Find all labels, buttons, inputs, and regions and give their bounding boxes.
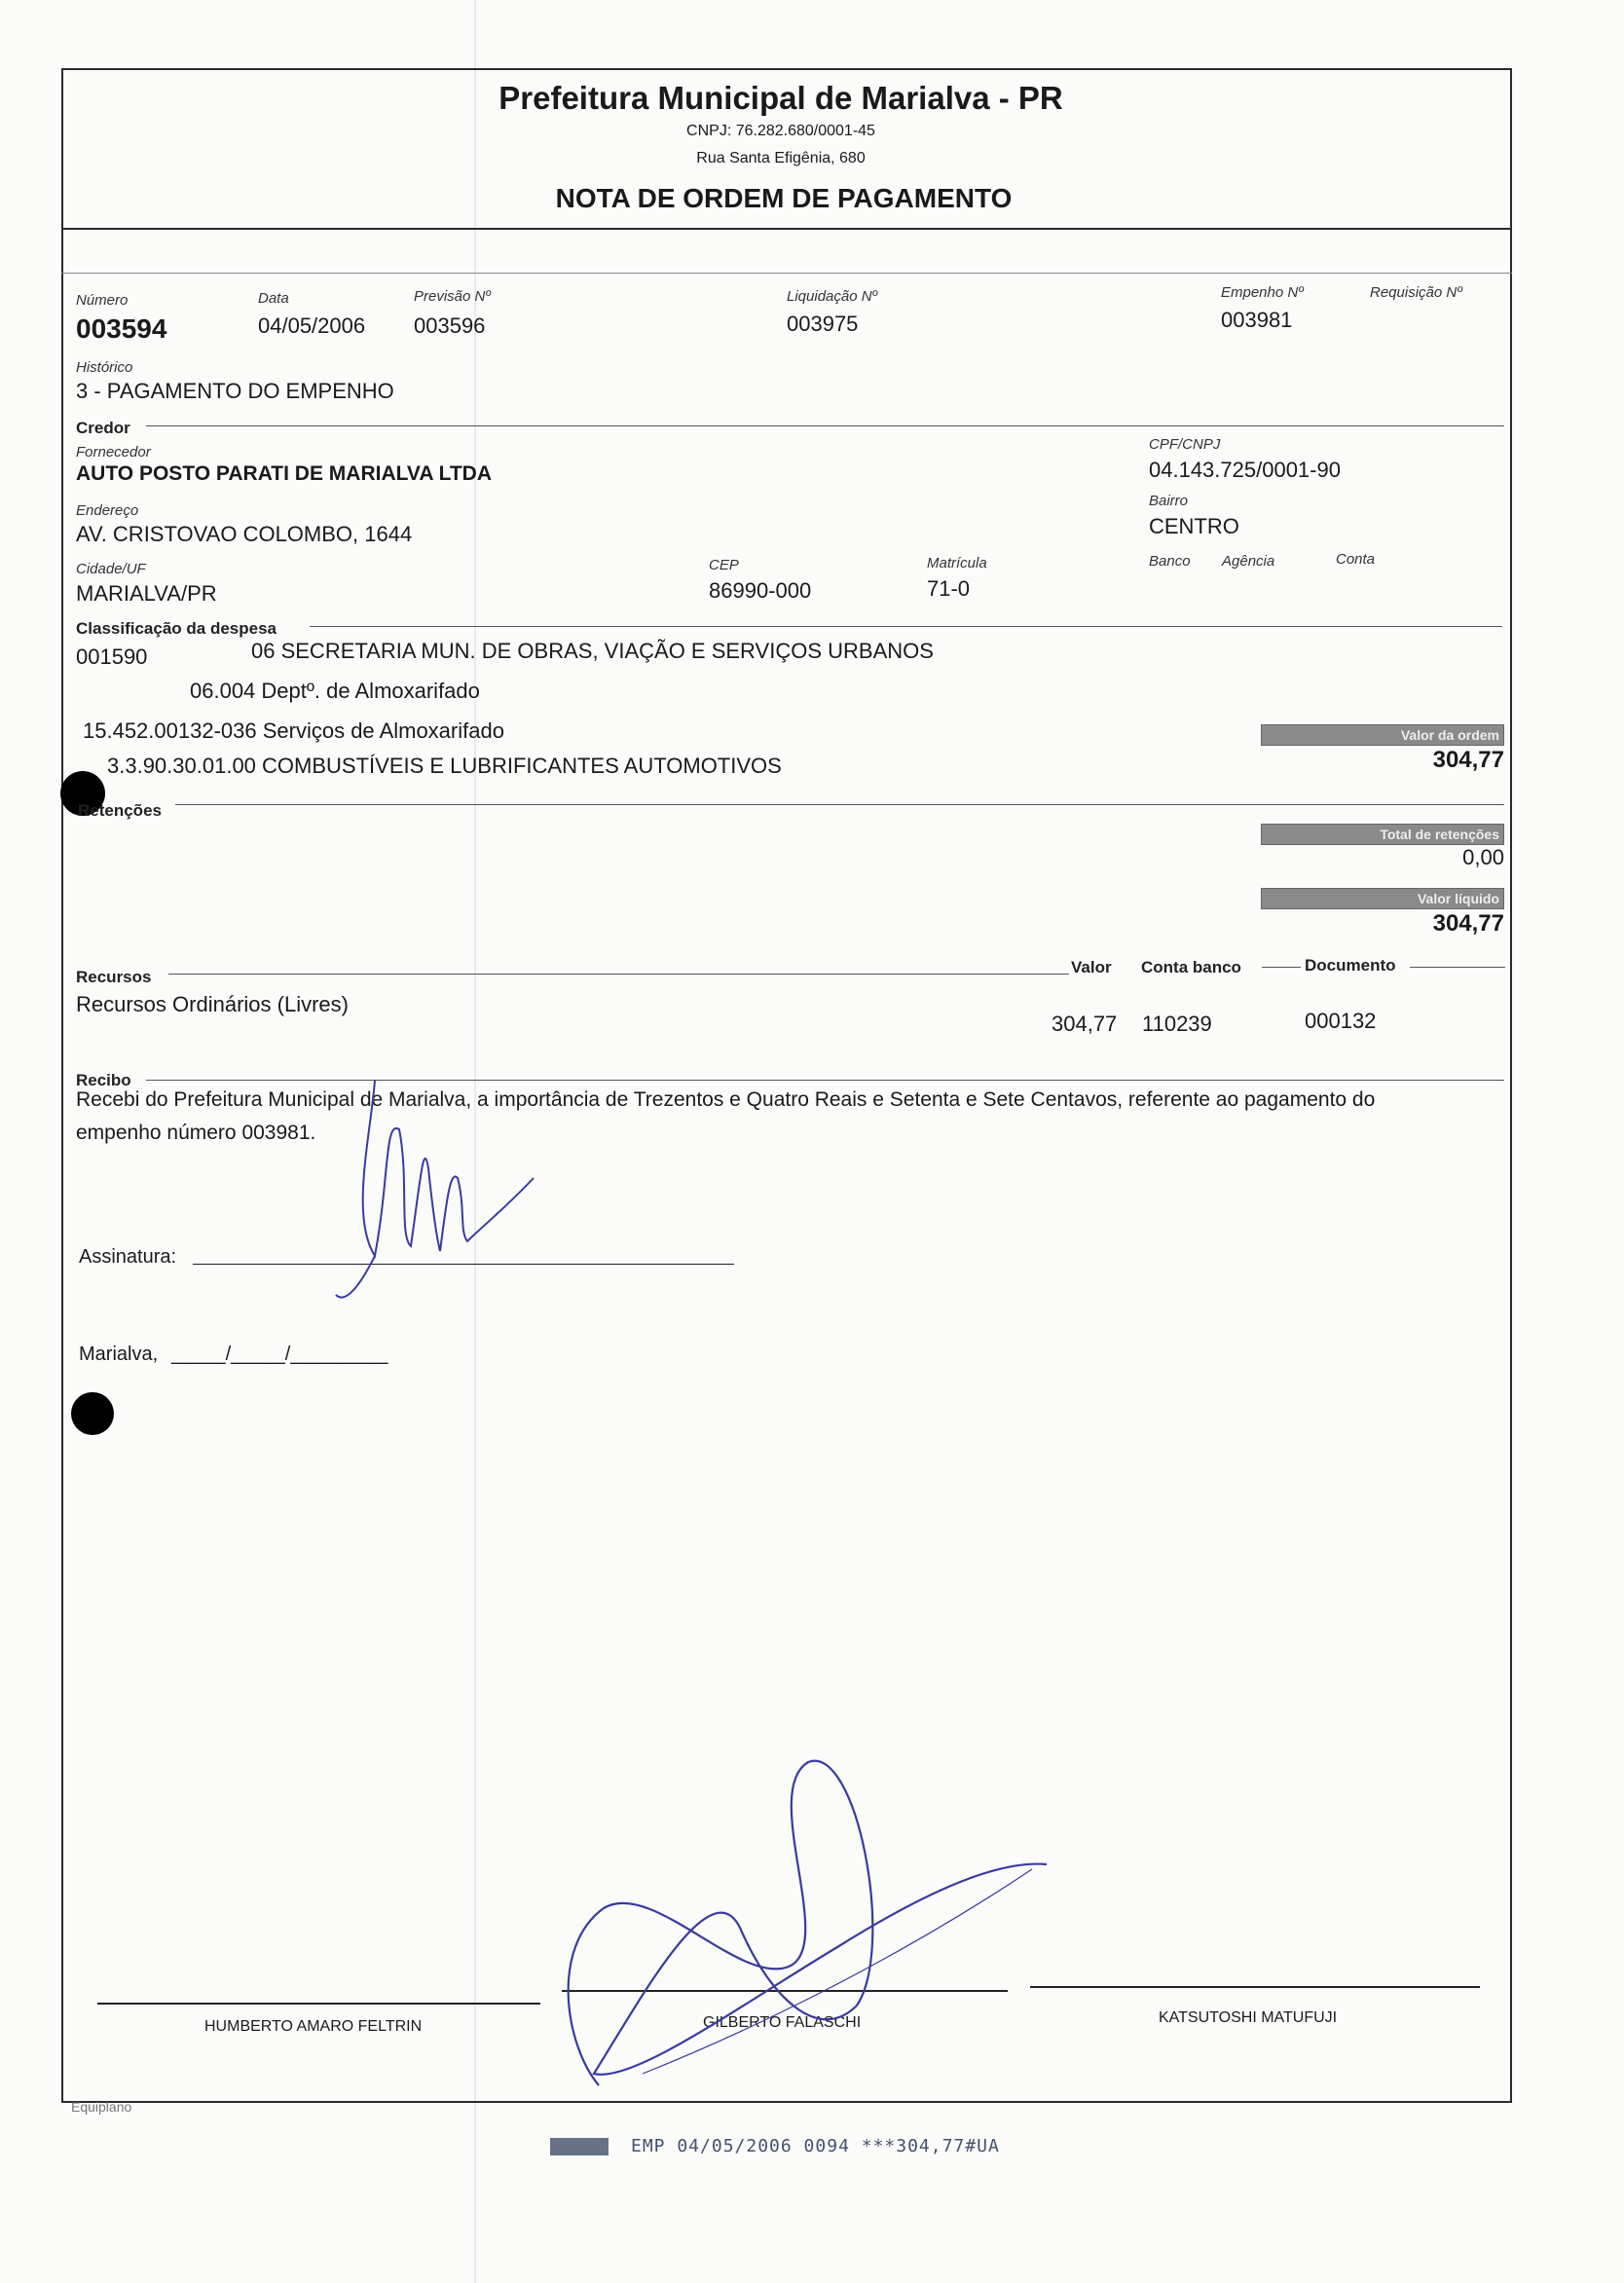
- classificacao-code: 001590: [76, 644, 148, 669]
- cidade-value: MARIALVA/PR: [76, 581, 217, 606]
- classificacao-funcional: 15.452.00132-036 Serviços de Almoxarifado: [83, 718, 504, 743]
- signatory-name-3: KATSUTOSHI MATUFUJI: [1159, 2009, 1338, 2026]
- classificacao-unidade: 06.004 Deptº. de Almoxarifado: [190, 679, 480, 703]
- liquidacao-label: Liquidação Nº: [787, 288, 878, 305]
- signatory-name-1: HUMBERTO AMARO FELTRIN: [204, 2018, 423, 2035]
- handwritten-signature: [331, 1061, 584, 1314]
- local-data-blanks: _____/_____/_________: [171, 1344, 388, 1365]
- valor-ordem-value: 304,77: [1432, 747, 1504, 773]
- classificacao-elemento: 3.3.90.30.01.00 COMBUSTÍVEIS E LUBRIFICANTES AUTOMOTIVOS: [107, 754, 782, 778]
- handwritten-signature: [545, 1752, 1052, 2103]
- matricula-value: 71-0: [927, 576, 971, 601]
- cpf-label: CPF/CNPJ: [1149, 436, 1221, 453]
- local-data-label: Marialva,: [79, 1344, 159, 1365]
- recursos-conta-label: Conta banco: [1141, 958, 1241, 976]
- fornecedor-label: Fornecedor: [76, 444, 151, 460]
- numero-value: 003594: [76, 313, 167, 344]
- assinatura-label: Assinatura:: [79, 1246, 177, 1268]
- recibo-text-line1: Recebi do Prefeitura Municipal de Marialva, a importância de Trezentos e Quatro Reais e Setenta e Sete Centavos, referente ao pagamento do: [76, 1088, 1376, 1111]
- total-retencoes-label: Total de retenções: [1380, 827, 1499, 842]
- data-label: Data: [258, 290, 289, 307]
- endereco-value: AV. CRISTOVAO COLOMBO, 1644: [76, 522, 413, 546]
- valor-ordem-label: Valor da ordem: [1400, 727, 1499, 743]
- retencoes-section: Retenções: [78, 801, 162, 820]
- credor-rule: [146, 425, 1504, 426]
- valor-ordem-bar: [1261, 724, 1504, 746]
- bairro-value: CENTRO: [1149, 514, 1239, 538]
- cep-value: 86990-000: [709, 578, 812, 603]
- banco-label: Banco: [1149, 553, 1191, 570]
- data-value: 04/05/2006: [258, 313, 366, 338]
- empenho-label: Empenho Nº: [1221, 284, 1304, 301]
- credor-section: Credor: [76, 419, 130, 437]
- recibo-text-line2: empenho número 003981.: [76, 1122, 316, 1144]
- matricula-label: Matrícula: [927, 555, 987, 571]
- conta-label: Conta: [1336, 551, 1376, 568]
- endereco-label: Endereço: [76, 502, 139, 519]
- cep-label: CEP: [709, 557, 739, 573]
- recursos-fonte: Recursos Ordinários (Livres): [76, 992, 349, 1016]
- liquidacao-value: 003975: [787, 312, 859, 336]
- header-divider: [61, 228, 1512, 230]
- previsao-value: 003596: [414, 313, 486, 338]
- valor-liquido-value: 304,77: [1432, 910, 1504, 937]
- agencia-label: Agência: [1222, 553, 1275, 570]
- fornecedor-value: AUTO POSTO PARATI DE MARIALVA LTDA: [76, 462, 492, 485]
- signatory-line-1: [97, 2003, 540, 2005]
- recursos-rule-3: [1410, 967, 1505, 968]
- empenho-value: 003981: [1221, 308, 1293, 332]
- signatory-name-2: GILBERTO FALASCHI: [703, 2014, 862, 2031]
- numero-label: Número: [76, 292, 129, 309]
- historico-value: 3 - PAGAMENTO DO EMPENHO: [76, 379, 394, 403]
- total-retencoes-value: 0,00: [1462, 845, 1504, 869]
- header-divider-thin: [61, 273, 1512, 274]
- mechanical-stamp: EMP 04/05/2006 0094 ***304,77#UA: [631, 2136, 1000, 2156]
- retencoes-rule: [175, 804, 1504, 805]
- issuer-title: Prefeitura Municipal de Marialva - PR: [498, 80, 1063, 116]
- recursos-rule: [168, 974, 1069, 975]
- cidade-label: Cidade/UF: [76, 561, 146, 577]
- bairro-label: Bairro: [1149, 493, 1189, 509]
- classificacao-section: Classificação da despesa: [76, 619, 277, 638]
- previsao-label: Previsão Nº: [414, 288, 491, 305]
- recursos-documento: 000132: [1305, 1009, 1377, 1033]
- valor-liquido-label: Valor líquido: [1417, 891, 1499, 906]
- cpf-value: 04.143.725/0001-90: [1149, 458, 1341, 482]
- stamp-logo-icon: [550, 2138, 609, 2155]
- classificacao-rule: [310, 626, 1502, 627]
- signatory-line-3: [1030, 1986, 1480, 1988]
- software-credit: Equiplano: [71, 2099, 132, 2115]
- recursos-rule-2: [1262, 967, 1301, 968]
- issuer-address: Rua Santa Efigênia, 680: [696, 150, 866, 166]
- total-retencoes-bar: [1261, 824, 1504, 845]
- recibo-section: Recibo: [76, 1071, 131, 1089]
- classificacao-orgao: 06 SECRETARIA MUN. DE OBRAS, VIAÇÃO E SERVIÇOS URBANOS: [251, 639, 934, 663]
- historico-label: Histórico: [76, 359, 133, 376]
- punch-hole: [71, 1392, 114, 1435]
- recursos-documento-label: Documento: [1305, 956, 1396, 975]
- requisicao-label: Requisição Nº: [1370, 284, 1462, 301]
- recursos-valor: 304,77: [1052, 1012, 1118, 1036]
- document-title: NOTA DE ORDEM DE PAGAMENTO: [555, 183, 1013, 213]
- recursos-section: Recursos: [76, 968, 152, 986]
- recursos-valor-label: Valor: [1071, 958, 1112, 976]
- valor-liquido-bar: [1261, 888, 1504, 909]
- issuer-cnpj: CNPJ: 76.282.680/0001-45: [686, 123, 875, 139]
- recursos-conta: 110239: [1142, 1012, 1212, 1036]
